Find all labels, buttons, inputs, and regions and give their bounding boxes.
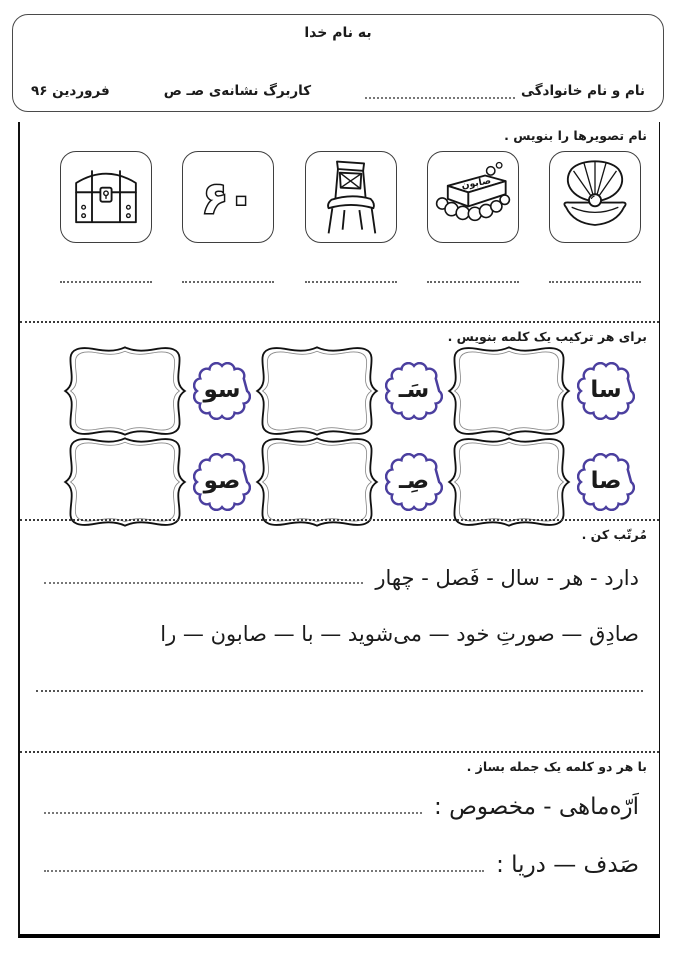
sentence-line-1 [30, 794, 649, 820]
number-60-icon [186, 155, 270, 239]
header-box [12, 14, 664, 112]
writing-frame [251, 345, 383, 437]
answer-line-chest [60, 271, 152, 283]
picture-card-treasure-chest [60, 151, 152, 243]
sentence-line-2 [30, 852, 649, 878]
combo-badge [577, 453, 635, 511]
section-combinations [20, 321, 659, 519]
answer-line-chair [305, 271, 397, 283]
bismillah-text: به نام خدا [304, 25, 372, 41]
combo-group-saad [443, 436, 635, 528]
combo-group-sed [251, 436, 443, 528]
section-arrange [20, 519, 659, 751]
writing-frame [59, 436, 191, 528]
picture-card-sixty [182, 151, 274, 243]
combo-badge [577, 362, 635, 420]
combo-letter: سا [590, 376, 622, 403]
student-name-label: نام و نام خانوادگی [521, 83, 645, 99]
answer-line-soap [427, 271, 519, 283]
arrange-words-1: دارد - هر - سال - فَصل - چهار [375, 565, 639, 590]
soap-icon [431, 155, 515, 239]
sentence-words-2: صَدف — دریا : [496, 852, 639, 879]
arrange-instruction: مُرتّب کن . [581, 526, 647, 542]
sentence-answer-line-1 [44, 800, 422, 814]
student-name-group [365, 83, 645, 99]
picture-card-soap [427, 151, 519, 243]
arrange-line-1 [30, 566, 649, 590]
section-picture-naming [20, 122, 659, 321]
combo-row-seen [30, 344, 649, 435]
number-60-text: ۶۰ [202, 173, 255, 224]
arrange-answer-line-2 [36, 680, 643, 692]
writing-frame [59, 345, 191, 437]
arrange-line-2 [30, 622, 649, 646]
writing-frame [251, 436, 383, 528]
make-sentence-instruction: با هر دو کلمه یک جمله بساز . [466, 759, 647, 775]
combo-badge [193, 453, 251, 511]
combo-letter: سَـ [398, 376, 430, 403]
writing-frame [443, 345, 575, 437]
combo-letter: سو [203, 376, 241, 403]
soap-label-text: صابون [460, 175, 492, 192]
seashell-icon [553, 155, 637, 239]
arrange-words-2: صادِق — صورتِ خود — می‌شوید — با — صابون — را [160, 621, 639, 646]
combo-badge [385, 453, 443, 511]
worksheet-title: کاربرگ نشانه‌ی صـ ص [163, 83, 312, 99]
combo-row-sad [30, 435, 649, 526]
sentence-words-1: اَرّه‌ماهی - مخصوص : [434, 794, 639, 821]
picture-naming-instruction: نام تصویرها را بنویس . [504, 128, 647, 143]
student-name-blank-line [365, 85, 515, 99]
section-make-sentence [20, 751, 659, 934]
combo-group-sood [59, 436, 251, 528]
picture-answers-row [30, 271, 649, 283]
combo-letter: صا [590, 467, 622, 494]
worksheet-body [18, 122, 660, 938]
worksheet-date: فروردین ۹۶ [31, 83, 110, 99]
arrange-answer-line-1 [44, 570, 363, 584]
picture-card-chair [305, 151, 397, 243]
combo-group-sa [443, 345, 635, 437]
combo-group-se [251, 345, 443, 437]
header-info-row [31, 83, 645, 99]
answer-line-sixty [182, 271, 274, 283]
treasure-chest-icon [64, 155, 148, 239]
answer-line-seashell [549, 271, 641, 283]
combo-badge [385, 362, 443, 420]
picture-cards-row [30, 143, 649, 243]
chair-icon [309, 155, 393, 239]
sentence-answer-line-2 [44, 858, 484, 872]
writing-frame [443, 436, 575, 528]
picture-card-seashell [549, 151, 641, 243]
combo-badge [193, 362, 251, 420]
combo-letter: صِـ [398, 467, 430, 494]
combo-group-soo [59, 345, 251, 437]
combo-letter: صو [203, 467, 241, 494]
combinations-instruction: برای هر ترکیب یک کلمه بنویس . [447, 328, 647, 344]
